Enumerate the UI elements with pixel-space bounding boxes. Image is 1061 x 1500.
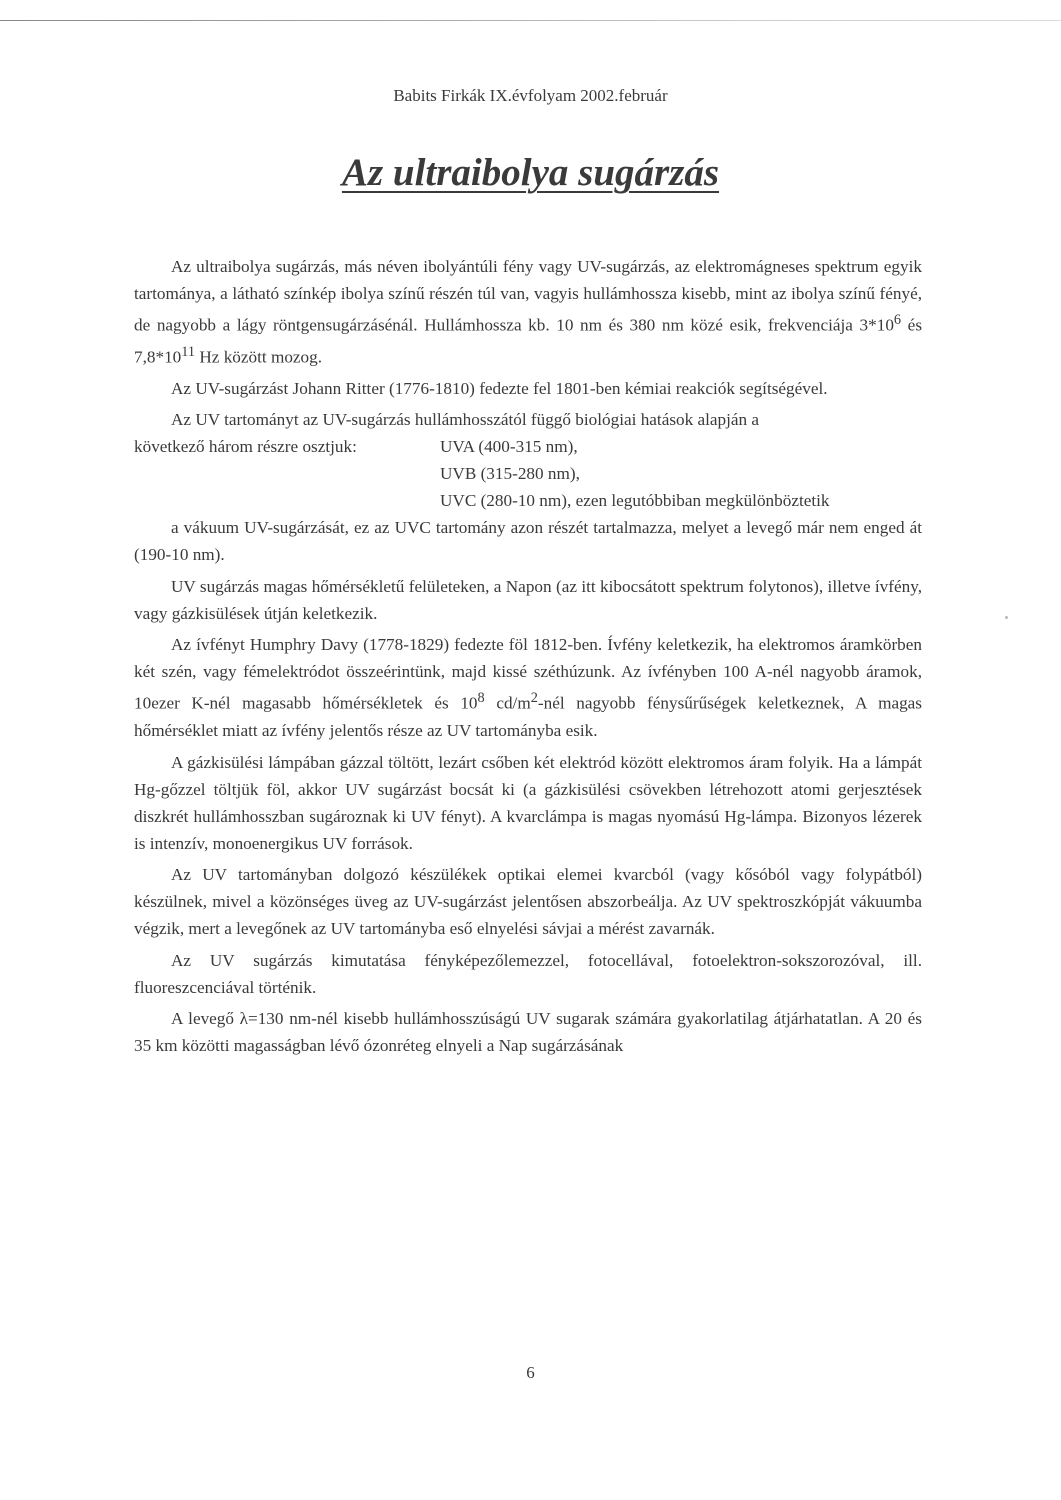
uv-row-b (134, 460, 922, 487)
paragraph-9: A levegő λ=130 nm-nél kisebb hullámhosszúságú UV sugarak számára gyakorlatilag átjárhatatlan. A 20 és 35 km közötti magasságban lévő ózonréteg elnyeli a Nap sugárzásának (134, 1009, 922, 1056)
uva-range: UVA (400-315 nm), (440, 437, 578, 457)
paragraph-3-rest: a vákuum UV-sugárzását, ez az UVC tartomány azon részét tartalmazza, melyet a levegő már nem enged át (190-10 nm). (134, 518, 922, 565)
page-title: Az ultraibolya sugárzás (341, 151, 720, 194)
paragraph-3-first-line: Az UV tartományt az UV-sugárzás hullámhosszától függő biológiai hatások alapján a (171, 410, 760, 430)
uvc-range: UVC (280-10 nm), ezen legutóbbiban megkülönböztetik (440, 491, 830, 511)
page-number: 6 (526, 1363, 535, 1382)
uv-list-lead: következő három részre osztjuk: (134, 437, 357, 457)
page-header: Babits Firkák IX.évfolyam 2002.február (393, 86, 668, 105)
uv-row-a (134, 433, 922, 460)
uv-range-list (134, 433, 922, 568)
paragraph-5: Az ívfényt Humphry Davy (1778-1829) fedezte föl 1812-ben. Ívfény keletkezik, ha elektromos áramkörben két szén, vagy fémelektródot összeérintünk, majd kissé széthúzunk. Az ívfényben 100 A-nél nagyobb áramok, 10ezer K-nél magasabb hőmérsékletek és $10^8$ $cd/m^2$-nél nagyobb fénysűrűségek keletkeznek, A magas hőmérséklet miatt az ívfény jelentős része az UV tartományba esik. (134, 635, 922, 741)
paragraph-4: UV sugárzás magas hőmérsékletű felületeken, a Napon (az itt kibocsátott spektrum folytonos), illetve ívfény, vagy gázkisülések útján keletkezik. (134, 576, 922, 623)
article-body (134, 253, 922, 1064)
uvb-range: UVB (315-280 nm), (440, 464, 580, 484)
scan-speck (1005, 616, 1008, 619)
paragraph-6: A gázkisülési lámpában gázzal töltött, lezárt csőben két elektród között elektromos áram folyik. Ha a lámpát Hg-gőzzel töltjük föl, akkor UV sugárzást bocsát ki (a gázkisülési csövekben létrehozott atomi gerjesztések diszkrét hullámhosszban sugároznak ki UV fényt). A kvarclámpa is magas nyomású Hg-lámpa. Bizonyos lézerek is intenzív, monoenergikus UV források. (134, 752, 922, 853)
paragraph-7: Az UV tartományban dolgozó készülékek optikai elemei kvarcból (vagy kősóból vagy folypátból) készülnek, mivel a közönséges üveg az UV-sugárzást jelentősen abszorbeálja. Az UV spektroszkópját vákuumba végzik, mert a levegőnek az UV tartományba eső elnyelési sávjai a mérést zavarnák. (134, 865, 922, 939)
scan-edge-line (0, 20, 1061, 21)
paragraph-8: Az UV sugárzás kimutatása fényképezőlemezzel, fotocellával, fotoelektron-sokszorozóval, ill. fluoreszcenciával történik. (134, 950, 922, 997)
paragraph-2: Az UV-sugárzást Johann Ritter (1776-1810) fedezte fel 1801-ben kémiai reakciók segítségével. (171, 378, 828, 398)
uv-row-c (134, 487, 922, 514)
paragraph-1: Az ultraibolya sugárzás, más néven ibolyántúli fény vagy UV-sugárzás, az elektromágneses spektrum egyik tartománya, a látható színkép ibolya színű részén túl van, vagyis hullámhossza kisebb, mint az ibolya színű fényé, de nagyobb a lágy röntgensugárzásénál. Hullámhossza kb. 10 nm és 380 nm közé esik, frekvenciája $3*10^6$ és $7,8*10^{11}$ Hz között mozog. (134, 257, 923, 367)
